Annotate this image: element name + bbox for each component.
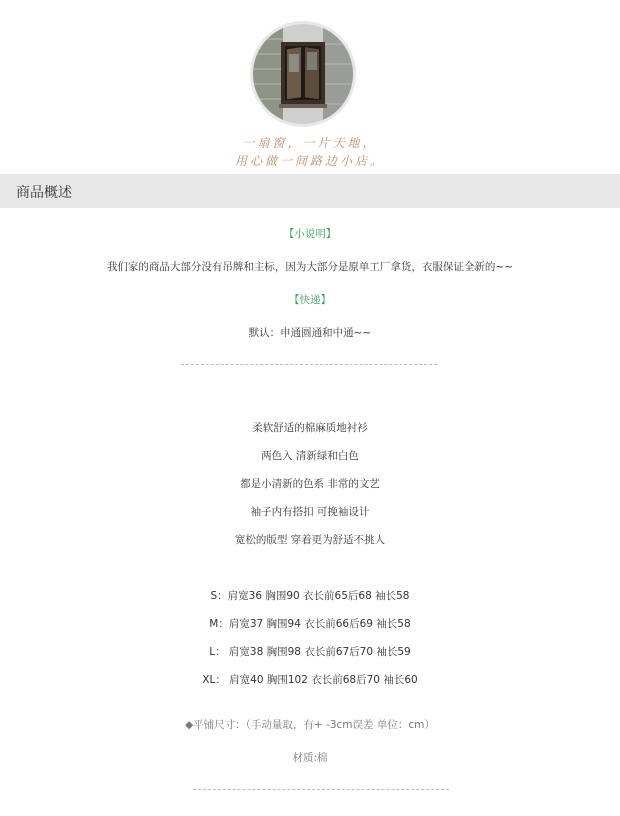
divider-bottom (193, 789, 449, 790)
measurement-note: ◆平铺尺寸：（手动量取，有+ -3cm误差 单位：cm） (185, 719, 435, 731)
section-title: 商品概述 (16, 185, 72, 201)
material-text: 材质:棉 (292, 752, 328, 764)
shop-slogan-line1: 一扇窗，一片天地， (242, 136, 378, 150)
size-row-s: S：肩宽36 胸围90 衣长前65后68 袖长58 (210, 590, 410, 602)
size-row-xl: XL： 肩宽40 胸围102 衣长前68后70 袖长60 (202, 674, 418, 686)
divider-top (181, 364, 437, 365)
size-row-l: L： 肩宽38 胸围98 衣长前67后70 袖长59 (209, 646, 411, 658)
feature-item: 两色入 清新绿和白色 (261, 450, 359, 462)
feature-item: 袖子内有搭扣 可挽袖设计 (250, 506, 370, 518)
note-heading-description: 【小说明】 (283, 228, 337, 240)
size-row-m: M：肩宽37 胸围94 衣长前66后69 袖长58 (209, 618, 411, 630)
note-heading-shipping: 【快递】 (289, 294, 331, 306)
window-photo (253, 24, 353, 124)
feature-item: 都是小清新的色系 非常的文艺 (240, 478, 380, 490)
note-text-description: 我们家的商品大部分没有吊牌和主标，因为大部分是原单工厂拿货，衣服保证全新的~~ (106, 261, 514, 273)
feature-item: 柔软舒适的棉麻质地衬衫 (252, 422, 368, 434)
note-text-shipping: 默认：申通圆通和中通~~ (248, 327, 372, 339)
feature-item: 宽松的版型 穿着更为舒适不挑人 (234, 534, 386, 546)
shop-slogan-line2: 用心做一间路边小店。 (234, 154, 385, 168)
section-header (0, 174, 620, 208)
shop-avatar (253, 24, 353, 124)
